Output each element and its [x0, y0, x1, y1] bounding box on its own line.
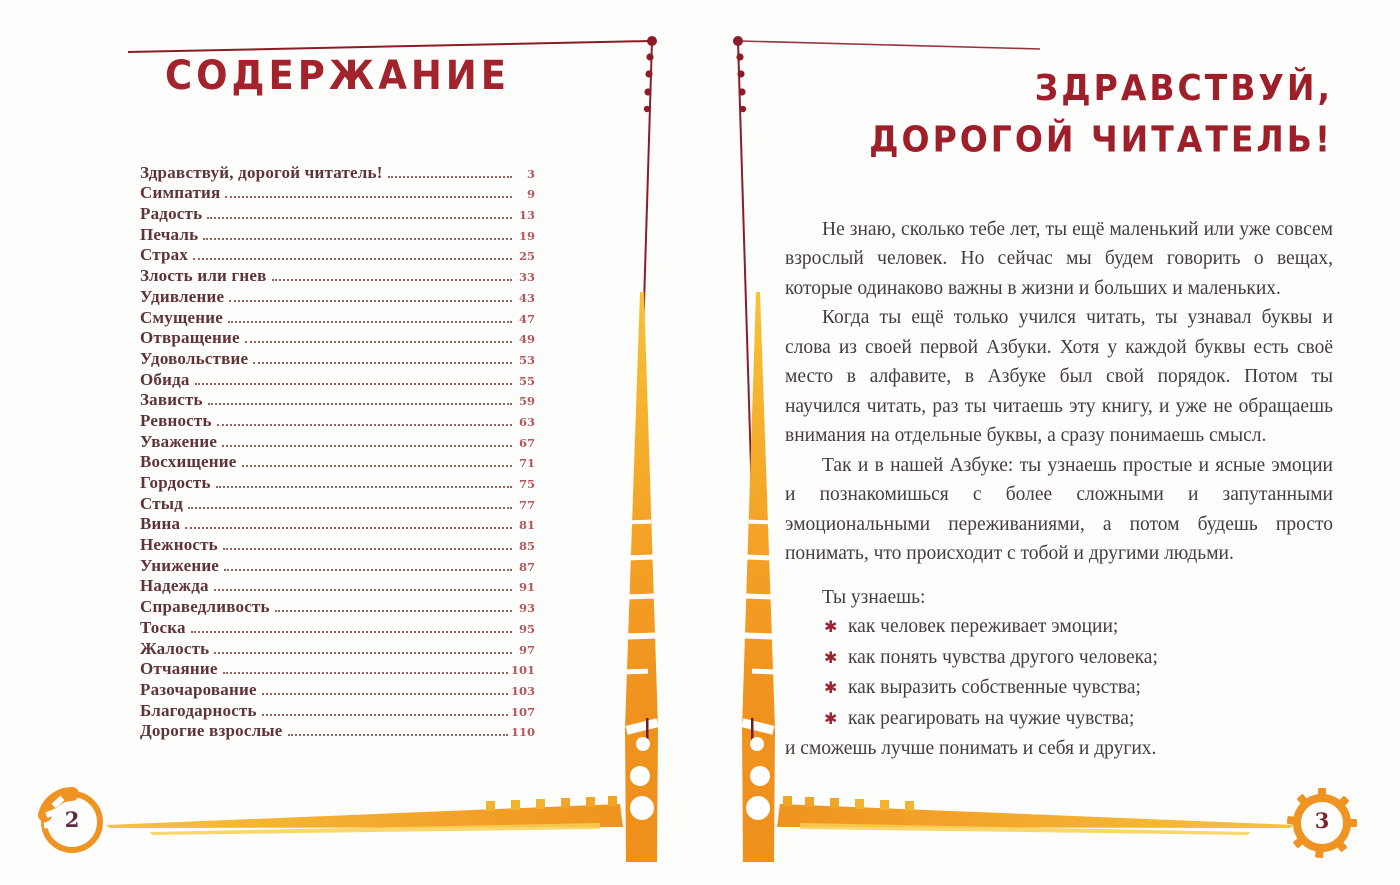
toc-entry-label: Разочарование [140, 679, 257, 699]
toc-leader-dots [388, 176, 512, 178]
toc-entry-page-number: 3 [526, 166, 535, 181]
chapter-body [785, 215, 1333, 764]
toc-entry[interactable] [140, 576, 535, 597]
toc-entry-label: Стыд [140, 493, 184, 513]
toc-entry[interactable] [140, 432, 535, 453]
toc-entry[interactable] [140, 411, 535, 432]
closing-line: и сможешь лучше понимать и себя и других. [785, 738, 1157, 760]
toc-entry-label: Гордость [140, 473, 211, 492]
toc-entry[interactable] [140, 204, 535, 225]
chapter-title-line1: ЗДРАВСТВУЙ, [1034, 66, 1333, 109]
chapter-title [785, 62, 1333, 165]
toc-entry-page-number: 95 [518, 621, 535, 636]
paragraph: Когда ты ещё только учился читать, ты узнавал буквы и слова из своей первой Азбуки. Хотя у каждой буквы есть своё место в алфавите, в Азбуке был свой порядок. Потом ты научился читать, раз ты читаешь эту книгу, и уже не обращаешь внимания на отдельные буквы, а сразу понимаешь смысл. [785, 307, 1333, 447]
greeting-page [785, 62, 1333, 764]
toc-entry-label: Обида [140, 369, 190, 389]
toc-entry-label: Ревность [140, 410, 212, 430]
toc-leader-dots [188, 507, 512, 509]
toc-leader-dots [262, 693, 508, 695]
toc-entry[interactable] [140, 370, 535, 391]
toc-entry-page-number: 33 [518, 270, 535, 285]
toc-leader-dots [224, 569, 512, 571]
toc-entry[interactable] [140, 349, 535, 370]
toc-entry[interactable] [140, 183, 535, 204]
toc-entry-page-number: 53 [518, 352, 535, 367]
toc-entry[interactable] [140, 308, 535, 329]
toc-leader-dots [262, 714, 508, 716]
toc-entry-page-number: 55 [518, 373, 535, 388]
toc-entry-page-number: 97 [518, 642, 535, 657]
toc-entry[interactable] [140, 473, 535, 494]
toc-entry-page-number: 49 [518, 332, 535, 347]
toc-entry-page-number: 75 [518, 477, 535, 491]
toc-entry[interactable] [140, 556, 535, 577]
toc-entry-label: Вина [140, 514, 181, 534]
toc-leader-dots [195, 383, 512, 385]
toc-entry-label: Страх [140, 245, 189, 265]
bullet-item [785, 612, 1333, 643]
toc-leader-dots [214, 589, 512, 591]
toc-leader-dots [223, 672, 508, 674]
toc-entry-label: Надежда [140, 576, 209, 596]
asterisk-bullet-icon: ✱ [824, 619, 838, 637]
toc-entry[interactable] [140, 225, 535, 246]
toc-entry-page-number: 91 [518, 580, 535, 595]
toc-leader-dots [253, 362, 512, 364]
toc-entry-label: Восхищение [140, 452, 237, 472]
toc-leader-dots [288, 734, 508, 736]
tower-leg-left [625, 292, 659, 862]
toc-entry-label: Нежность [140, 535, 218, 555]
bullet-item-text: как реагировать на чужие чувства; [848, 707, 1135, 729]
toc-entry[interactable] [140, 328, 535, 349]
ground-stroke-right [777, 796, 1294, 835]
toc-entry-page-number: 67 [518, 435, 535, 450]
toc-page [140, 52, 535, 742]
toc-entry[interactable] [140, 287, 535, 308]
bullet-item [785, 704, 1333, 735]
toc-leader-dots [228, 321, 512, 323]
toc-entry-page-number: 13 [518, 208, 535, 223]
toc-title: СОДЕРЖАНИЕ [164, 52, 511, 99]
toc-leader-dots [223, 548, 512, 550]
toc-entry[interactable] [140, 163, 535, 184]
toc-entry[interactable] [140, 535, 535, 556]
asterisk-bullet-icon: ✱ [824, 710, 838, 728]
toc-entry[interactable] [140, 659, 535, 680]
toc-entry-label: Отчаяние [140, 659, 218, 679]
asterisk-bullet-icon: ✱ [824, 680, 838, 698]
bullet-list [785, 612, 1333, 734]
toc-entry-page-number: 19 [518, 228, 535, 243]
bullet-item [785, 673, 1333, 704]
toc-entry-page-number: 25 [518, 249, 535, 264]
toc-entry-label: Печаль [140, 224, 199, 244]
bullet-item [785, 643, 1333, 674]
ground-stroke-left [106, 796, 623, 835]
toc-entry-label: Жалость [140, 638, 210, 658]
toc-entry[interactable] [140, 680, 535, 701]
toc-leader-dots [272, 279, 512, 281]
toc-leader-dots [245, 341, 512, 343]
toc-entry-page-number: 9 [526, 187, 535, 202]
toc-entry[interactable] [140, 452, 535, 473]
toc-entry-label: Удивление [140, 286, 225, 306]
toc-entry-label: Злость или гнев [140, 266, 267, 286]
toc-entry-page-number: 63 [518, 414, 535, 429]
toc-entry-label: Тоска [140, 617, 186, 637]
toc-entry-page-number: 107 [510, 704, 535, 719]
toc-entry-page-number: 81 [518, 518, 535, 533]
toc-leader-dots [242, 465, 513, 467]
paragraph: Так и в нашей Азбуке: ты узнаешь простые и ясные эмоции и познакомишься с более сложными и запутанными эмоциональными переживаниями, а потом будешь просто понимать, что происходит с тобой и другими людьми. [785, 454, 1333, 565]
toc-entry[interactable] [140, 701, 535, 722]
toc-entry[interactable] [140, 245, 535, 266]
toc-leader-dots [229, 300, 512, 302]
toc-leader-dots [216, 486, 512, 488]
toc-list [140, 163, 535, 742]
paragraph: Не знаю, сколько тебе лет, ты ещё маленький или уже совсем взрослый человек. Но сейчас мы будем говорить о вещах, которые одинаково важны в жизни и больших и маленьких. [785, 218, 1333, 299]
toc-entry-page-number: 85 [518, 539, 535, 554]
toc-leader-dots [225, 196, 512, 198]
toc-entry[interactable] [140, 494, 535, 515]
toc-leader-dots [208, 403, 512, 405]
toc-entry-label: Здравствуй, дорогой читатель! [140, 162, 383, 182]
asterisk-bullet-icon: ✱ [824, 649, 838, 667]
toc-entry-page-number: 93 [518, 601, 535, 616]
toc-leader-dots [203, 238, 512, 240]
toc-entry-label: Благодарность [140, 700, 257, 720]
toc-entry-page-number: 110 [510, 725, 535, 740]
toc-entry-label: Дорогие взрослые [140, 721, 283, 741]
list-intro: Ты узнаешь: [822, 586, 926, 608]
chapter-title-line2: ДОРОГОЙ ЧИТАТЕЛЬ! [869, 117, 1333, 161]
toc-entry[interactable] [140, 721, 535, 742]
toc-entry-page-number: 101 [510, 663, 535, 678]
toc-leader-dots [222, 445, 512, 447]
toc-entry-page-number: 103 [510, 683, 535, 698]
toc-entry-label: Смущение [140, 307, 223, 327]
toc-entry-label: Уважение [140, 431, 218, 451]
toc-leader-dots [193, 258, 512, 260]
page-number-right: 3 [1314, 808, 1330, 833]
toc-leader-dots [185, 527, 512, 529]
toc-entry-label: Радость [140, 204, 203, 224]
toc-entry-label: Удовольствие [140, 348, 249, 368]
bullet-item-text: как выразить собственные чувства; [848, 677, 1141, 699]
toc-entry[interactable] [140, 514, 535, 535]
toc-leader-dots [214, 652, 512, 654]
toc-entry-label: Зависть [140, 390, 203, 410]
bullet-item-text: как человек переживает эмоции; [848, 616, 1119, 638]
toc-entry[interactable] [140, 266, 535, 287]
page-number-left: 2 [64, 807, 80, 832]
toc-entry-page-number: 47 [518, 311, 535, 326]
toc-leader-dots [191, 631, 512, 633]
toc-entry[interactable] [140, 597, 535, 618]
toc-entry-page-number: 71 [518, 456, 535, 471]
toc-entry-page-number: 43 [518, 290, 535, 305]
bullet-item-text: как понять чувства другого человека; [848, 646, 1158, 668]
toc-entry[interactable] [140, 618, 535, 639]
tower-leg-right [741, 292, 775, 862]
toc-entry-page-number: 77 [518, 497, 535, 512]
toc-entry-page-number: 87 [518, 559, 535, 574]
toc-entry-label: Справедливость [140, 597, 270, 617]
toc-entry-label: Симпатия [140, 183, 221, 203]
toc-entry[interactable] [140, 639, 535, 660]
toc-leader-dots [207, 217, 512, 219]
toc-entry[interactable] [140, 390, 535, 411]
toc-entry-label: Отвращение [140, 328, 240, 348]
toc-entry-label: Унижение [140, 555, 220, 575]
toc-entry-page-number: 59 [518, 394, 535, 409]
toc-leader-dots [275, 610, 512, 612]
toc-leader-dots [217, 424, 512, 426]
